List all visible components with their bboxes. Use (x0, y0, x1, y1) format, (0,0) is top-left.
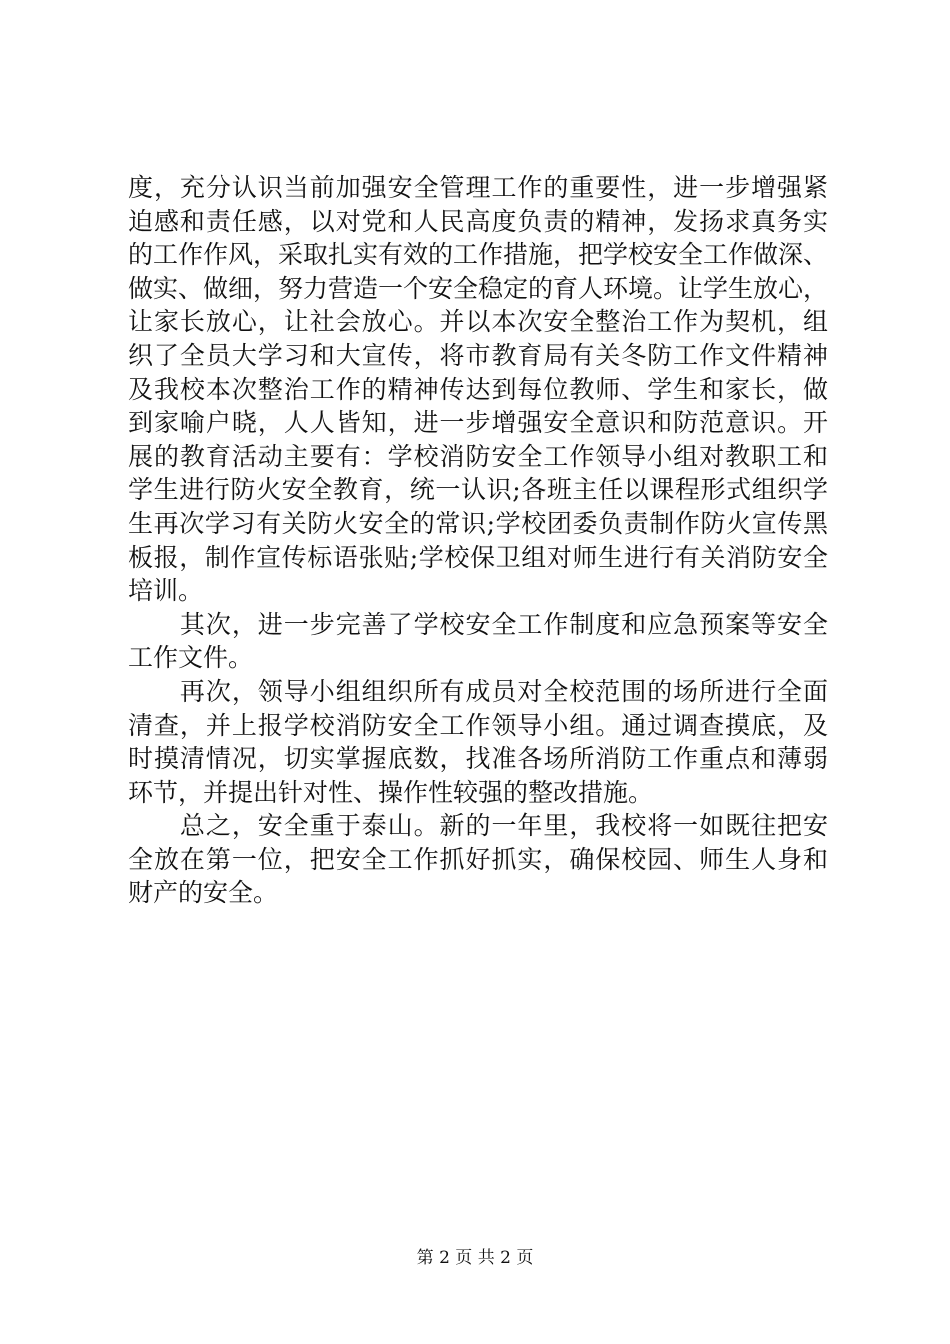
body-text (128, 171, 828, 910)
text-line: 培训。 (128, 576, 204, 606)
text-line: 生再次学习有关防火安全的常识;学校团委负责制作防火宣传黑 (128, 508, 828, 538)
text-line: 织了全员大学习和大宣传，将市教育局有关冬防工作文件精神 (128, 340, 828, 370)
text-line: 工作文件。 (128, 643, 254, 673)
text-line: 全放在第一位，把安全工作抓好抓实，确保校园、师生人身和 (128, 844, 828, 874)
text-line: 时摸清情况，切实掌握底数，找准各场所消防工作重点和薄弱 (128, 744, 828, 774)
text-line: 板报，制作宣传标语张贴;学校保卫组对师生进行有关消防安全 (128, 542, 828, 572)
text-line: 再次，领导小组组织所有成员对全校范围的场所进行全面 (128, 676, 828, 706)
page-footer: 第 2 页 共 2 页 (416, 1248, 534, 1268)
text-line: 清查，并上报学校消防安全工作领导小组。通过调查摸底，及 (128, 710, 828, 740)
text-line: 总之，安全重于泰山。新的一年里，我校将一如既往把安 (128, 811, 828, 841)
text-line: 做实、做细，努力营造一个安全稳定的育人环境。让学生放心， (128, 273, 828, 303)
text-line: 到家喻户晓，人人皆知，进一步增强安全意识和防范意识。开 (128, 408, 828, 438)
text-line: 环节，并提出针对性、操作性较强的整改措施。 (128, 777, 654, 807)
text-line: 财产的安全。 (128, 878, 279, 908)
text-line: 的工作作风，采取扎实有效的工作措施，把学校安全工作做深、 (128, 240, 828, 270)
text-line: 及我校本次整治工作的精神传达到每位教师、学生和家长，做 (128, 374, 828, 404)
text-line: 让家长放心，让社会放心。并以本次安全整治工作为契机，组 (128, 307, 828, 337)
text-line: 学生进行防火安全教育，统一认识;各班主任以课程形式组织学 (128, 475, 828, 505)
text-line: 度，充分认识当前加强安全管理工作的重要性，进一步增强紧 (128, 173, 828, 202)
text-line: 展的教育活动主要有：学校消防安全工作领导小组对教职工和 (128, 441, 828, 471)
text-line: 迫感和责任感，以对党和人民高度负责的精神，发扬求真务实 (128, 206, 828, 236)
text-line: 其次，进一步完善了学校安全工作制度和应急预案等安全 (128, 609, 828, 639)
